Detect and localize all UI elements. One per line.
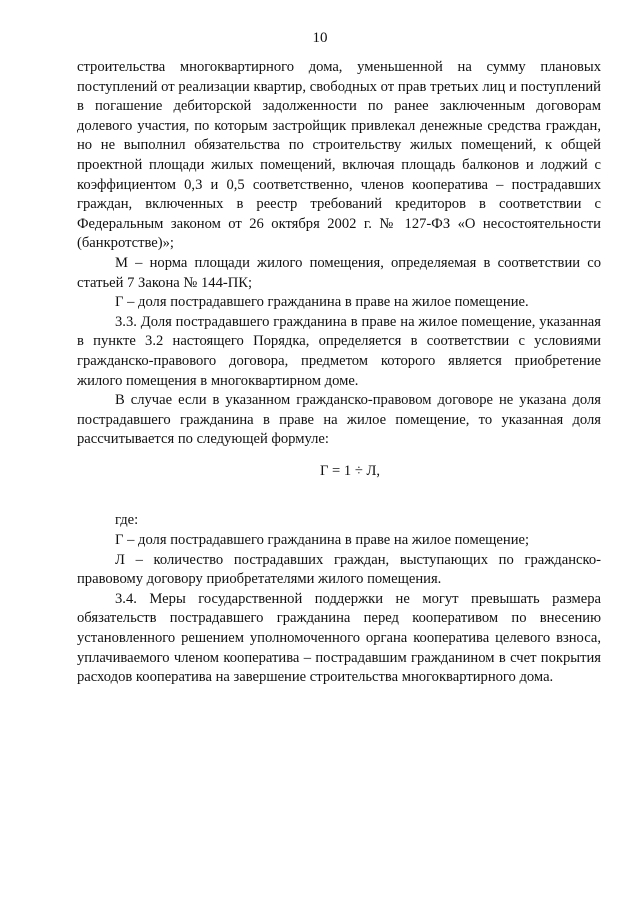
page-number: 10 — [312, 30, 328, 46]
paragraph-g-definition: Г – доля пострадавшего гражданина в праве на жилое помещение. — [115, 294, 529, 311]
paragraph-m-definition: М – норма площади жилого помещения, определяемая в соответствии со статьей 7 Закона № 144-ПК; — [77, 254, 601, 291]
paragraph-g-variable: Г – доля пострадавшего гражданина в праве на жилое помещение; — [115, 532, 530, 549]
paragraph-share-formula-intro: В случае если в указанном гражданско-правовом договоре не указана доля пострадавшего гражданина в праве на жилое помещение, то указанная доля рассчитывается по следующей формуле: — [77, 392, 601, 448]
document-body — [77, 58, 601, 688]
paragraph-3-4: 3.4. Меры государственной поддержки не могут превышать размера обязательств пострадавшего гражданина перед кооперативом по внесению установленного решением уполномоченного органа кооператива целевого взноса, уплачиваемого членом кооператива – пострадавшим гражданином в счет покрытия расходов кооператива на завершение строительства многоквартирного дома. — [77, 590, 601, 686]
paragraph-continuation: строительства многоквартирного дома, уменьшенной на сумму плановых поступлений от реализации квартир, свободных от прав третьих лиц и поступлений в погашение дебиторской задолженности по ранее заключенным договорам долевого участия, по которым застройщик привлекал денежные средства граждан, но не выполнил обязательства по строительству жилых помещений, к общей проектной площади жилых помещений, включая площадь балконов и лоджий с коэффициентом 0,3 и 0,5 соответственно, членов кооператива – пострадавших граждан, включенных в реестр требований кредиторов в соответствии с Федеральным законом от 26 октября 2002 г. № 127-ФЗ «О несостоятельности (банкротстве)»; — [77, 59, 601, 252]
paragraph-3-3: 3.3. Доля пострадавшего гражданина в праве на жилое помещение, указанная в пункте 3.2 настоящего Порядка, определяется в соответствии с условиями гражданско-правового договора, предметом которого является приобретение жилого помещения в многоквартирном доме. — [77, 313, 601, 389]
share-formula: Г = 1 ÷ Л, — [319, 462, 381, 479]
paragraph-l-variable: Л – количество пострадавших граждан, выступающих по гражданско-правовому договору приобретателями жилого помещения. — [77, 551, 601, 588]
paragraph-where: где: — [115, 512, 139, 529]
